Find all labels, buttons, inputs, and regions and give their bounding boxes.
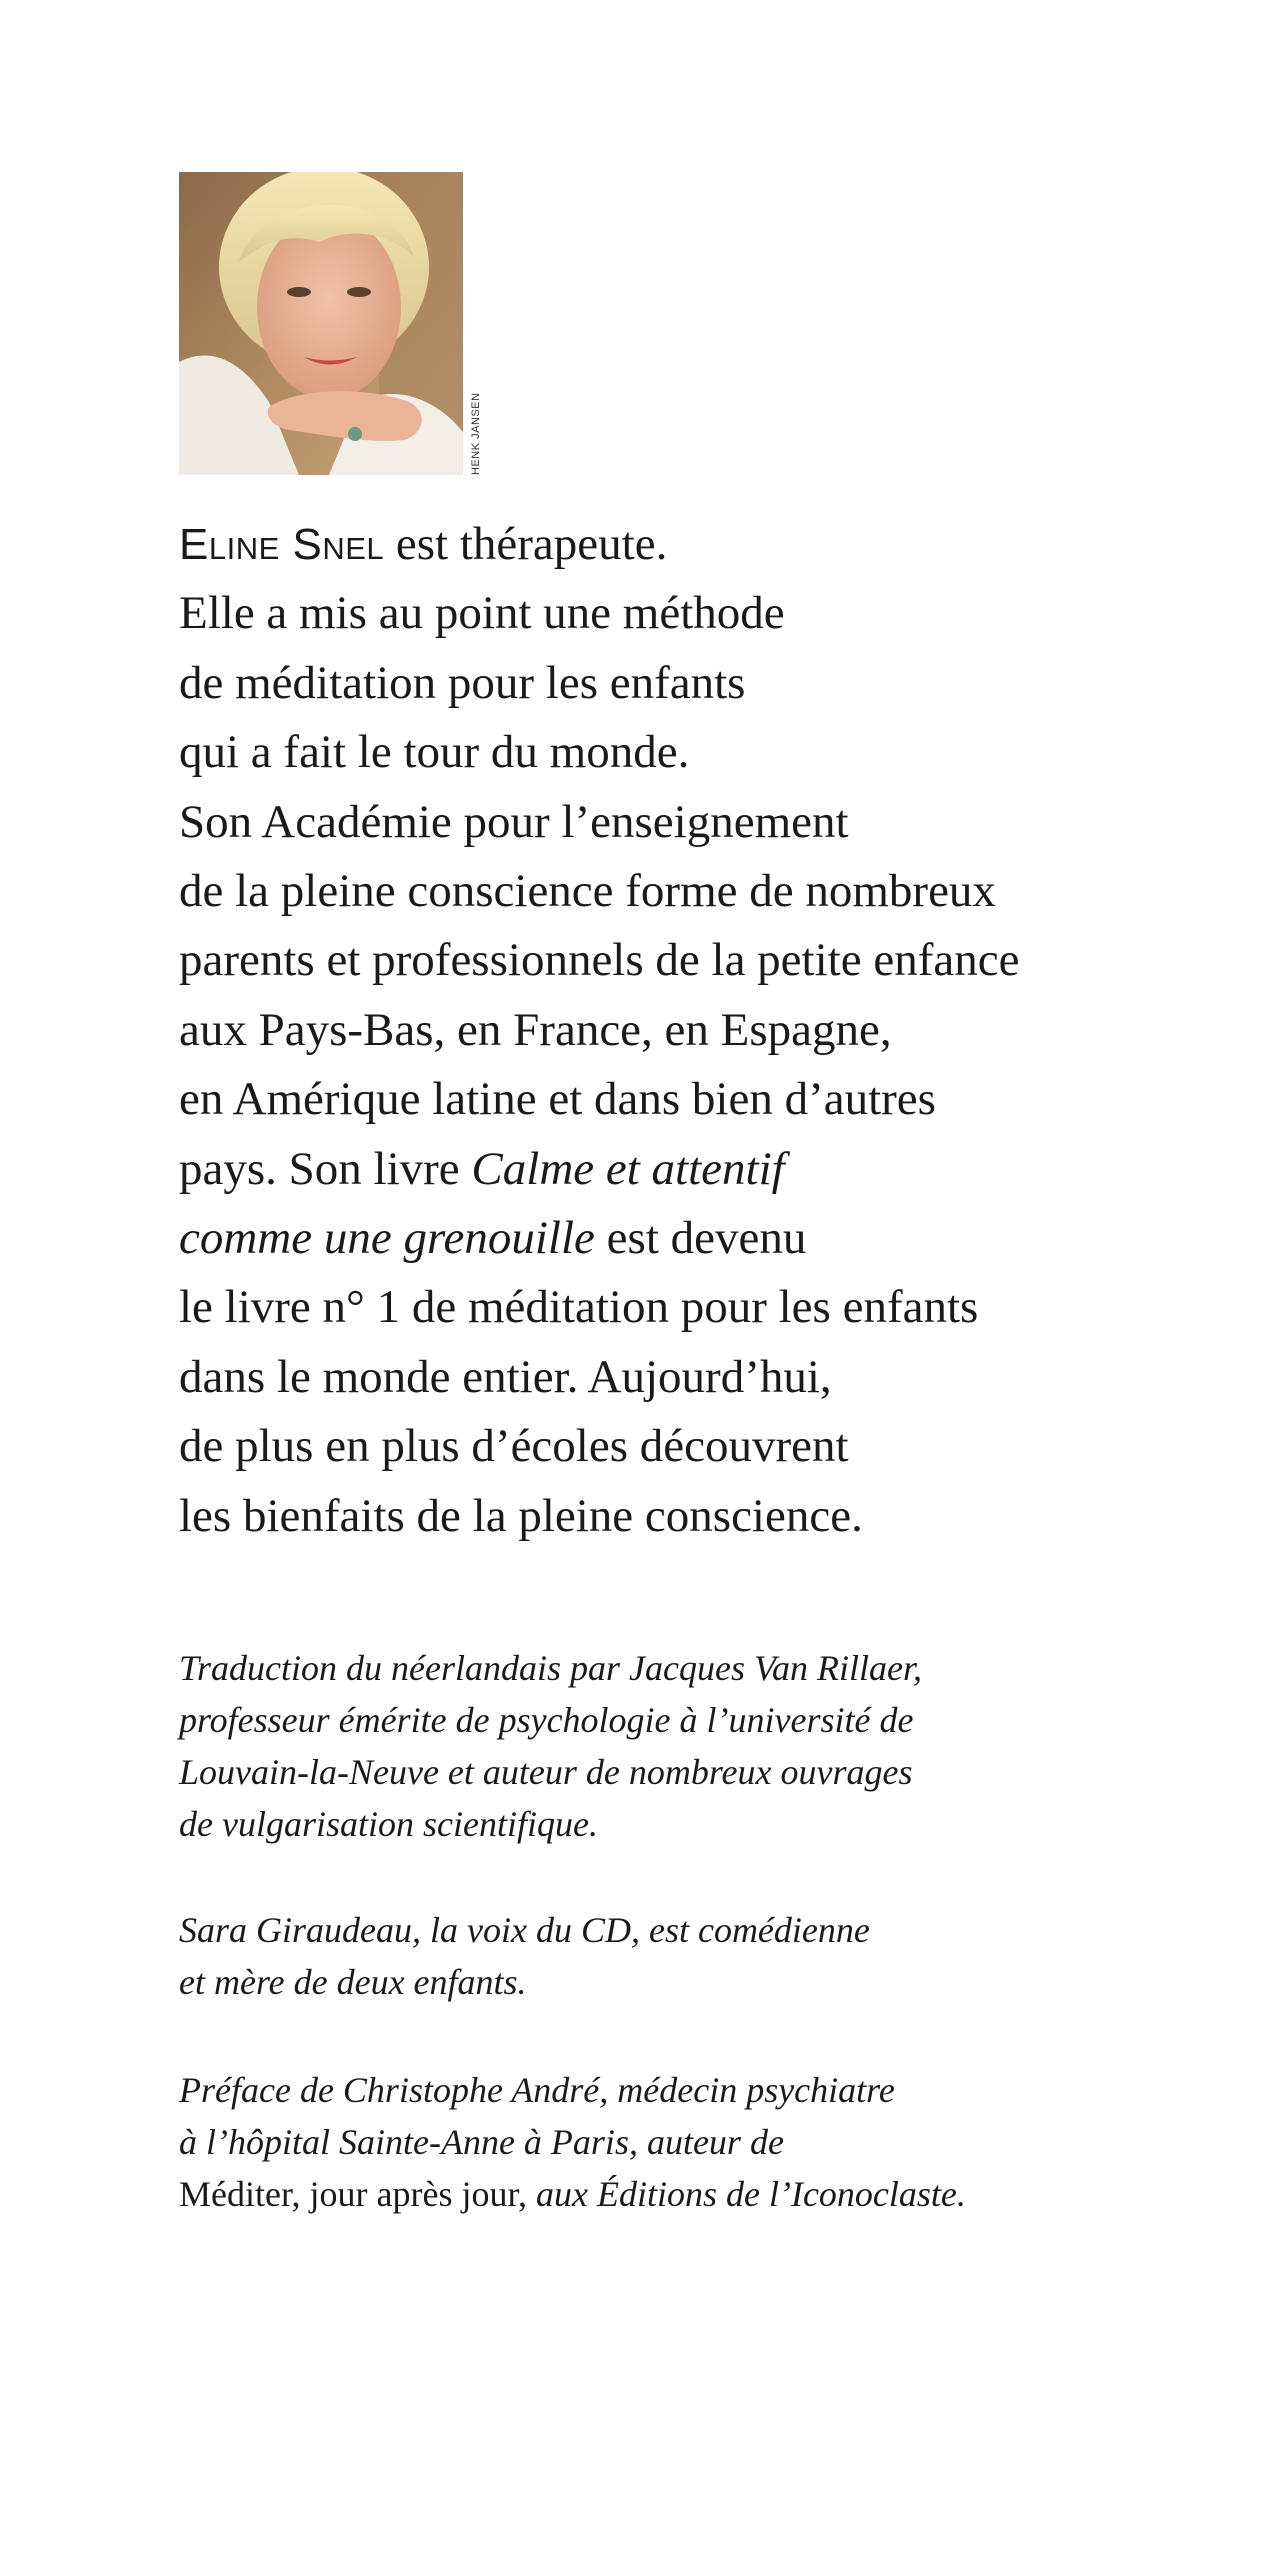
book-title: Méditer, jour après jour, xyxy=(179,2174,528,2214)
bio-line: le livre n° 1 de méditation pour les enfants xyxy=(179,1281,979,1334)
bio-line: en Amérique latine et dans bien d’autres xyxy=(179,1073,936,1126)
bio-line: pays. Son livre Calme et attentif xyxy=(179,1142,785,1195)
bio-line: Son Académie pour l’enseignement xyxy=(179,795,849,848)
note-line: Traduction du néerlandais par Jacques Van Rillaer, xyxy=(179,1648,922,1688)
bio-line: qui a fait le tour du monde. xyxy=(179,726,690,779)
note-line: de vulgarisation scientifique. xyxy=(179,1804,598,1844)
book-title: Calme et attentif xyxy=(471,1142,785,1195)
note-line: Louvain-la-Neuve et auteur de nombreux ouvrages xyxy=(179,1752,913,1792)
book-title: comme une grenouille xyxy=(179,1212,595,1265)
bio-line: de la pleine conscience forme de nombreux xyxy=(179,865,996,918)
bio-line: de plus en plus d’écoles découvrent xyxy=(179,1420,849,1473)
bio-line: de méditation pour les enfants xyxy=(179,656,746,709)
note-line: et mère de deux enfants. xyxy=(179,1962,527,2002)
note-line: à l’hôpital Sainte-Anne à Paris, auteur de xyxy=(179,2122,784,2162)
translation-note xyxy=(179,1642,1179,1850)
bio-line: dans le monde entier. Aujourd’hui, xyxy=(179,1350,832,1403)
author-portrait xyxy=(179,172,463,475)
bio-line: aux Pays-Bas, en France, en Espagne, xyxy=(179,1003,892,1056)
bio-line: Elle a mis au point une méthode xyxy=(179,587,785,640)
bio-line: les bienfaits de la pleine conscience. xyxy=(179,1489,863,1542)
bio-line: parents et professionnels de la petite enfance xyxy=(179,934,1020,987)
bio-line: comme une grenouille est devenu xyxy=(179,1212,807,1265)
note-line: Méditer, jour après jour, aux Éditions de l’Iconoclaste. xyxy=(179,2174,966,2214)
author-biography xyxy=(179,510,1179,1551)
voice-note xyxy=(179,1904,1179,2008)
note-line: Sara Giraudeau, la voix du CD, est comédienne xyxy=(179,1910,870,1950)
note-line: professeur émérite de psychologie à l’université de xyxy=(179,1700,914,1740)
author-photo xyxy=(179,172,463,475)
bio-line: Eline Snel est thérapeute. xyxy=(179,518,668,570)
author-name: Eline Snel xyxy=(179,520,385,569)
note-line: Préface de Christophe André, médecin psychiatre xyxy=(179,2070,895,2110)
preface-note xyxy=(179,2064,1179,2220)
photo-credit: HENK JANSEN xyxy=(470,392,482,475)
